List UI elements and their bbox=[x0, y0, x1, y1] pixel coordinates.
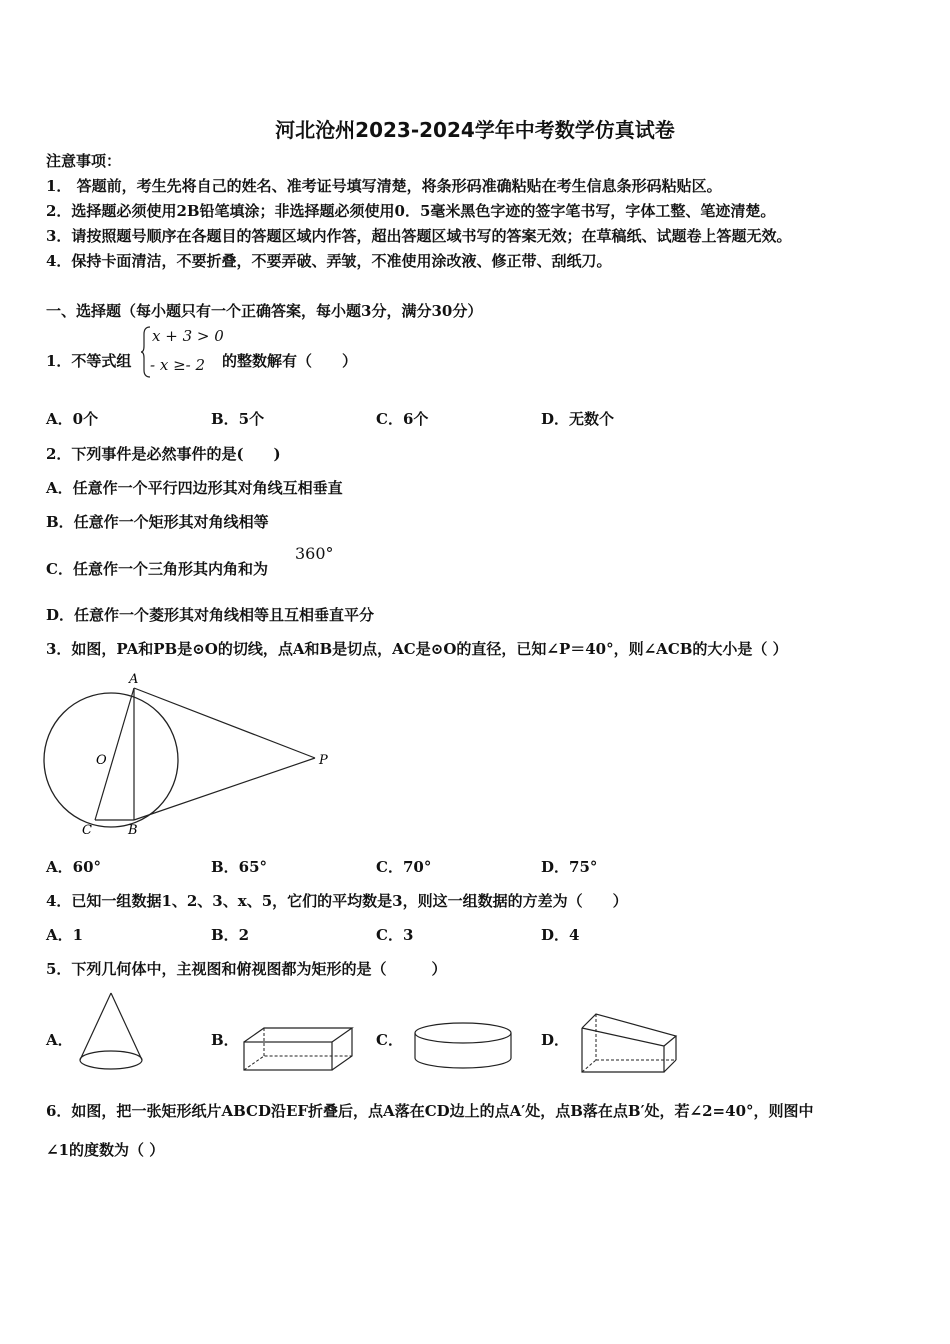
q2-option-c: C．任意作一个三角形其内角和为 bbox=[46, 560, 268, 578]
q1-suffix: 的整数解有（ ） bbox=[222, 352, 358, 370]
q4-option-a: A．1 bbox=[46, 926, 84, 944]
notice-item: 4．保持卡面清洁，不要折叠，不要弄破、弄皱，不准使用涂改液、修正带、刮纸刀。 bbox=[46, 252, 612, 270]
q2-option-d: D．任意作一个菱形其对角线相等且互相垂直平分 bbox=[46, 606, 375, 624]
fig-label-o: O bbox=[96, 753, 107, 768]
cuboid-icon bbox=[240, 1024, 358, 1074]
q5-stem: 5．下列几何体中，主视图和俯视图都为矩形的是（ ） bbox=[46, 960, 447, 978]
q6-stem-line-1: 6．如图，把一张矩形纸片ABCD沿EF折叠后，点A落在CD边上的点A′处，点B落在点B′处，若∠2=40°，则图中 bbox=[46, 1102, 814, 1120]
q5-option-d: D． bbox=[541, 1031, 570, 1049]
q4-option-c: C．3 bbox=[376, 926, 414, 944]
q5-option-c: C． bbox=[376, 1031, 403, 1049]
q1-option-d: D．无数个 bbox=[541, 410, 615, 428]
q3-stem: 3．如图，PA和PB是⊙O的切线，点A和B是切点，AC是⊙O的直径，已知∠P＝40°，则∠ACB的大小是（ ） bbox=[46, 640, 788, 658]
q1-option-b: B．5个 bbox=[211, 410, 265, 428]
q2-c-math: 360° bbox=[295, 544, 334, 563]
fig-label-a: A bbox=[129, 672, 139, 687]
q6-stem-line-2: ∠1的度数为（ ） bbox=[46, 1141, 165, 1159]
q3-option-c: C．70° bbox=[376, 858, 432, 876]
cone-icon bbox=[76, 990, 148, 1074]
fig-label-p: P bbox=[319, 753, 328, 768]
q2-stem: 2．下列事件是必然事件的是( ) bbox=[46, 445, 281, 463]
notice-heading: 注意事项： bbox=[46, 152, 122, 170]
q1-ineq-1: x + 3 > 0 bbox=[152, 327, 224, 345]
wedge-prism-icon bbox=[576, 1010, 680, 1076]
q2-option-a: A．任意作一个平行四边形其对角线互相垂直 bbox=[46, 479, 343, 497]
q1-prefix: 1．不等式组 bbox=[46, 352, 132, 370]
q1-ineq-2: - x ≥- 2 bbox=[150, 356, 206, 374]
q1-option-a: A．0个 bbox=[46, 410, 99, 428]
q3-tangent-figure bbox=[40, 668, 340, 843]
fig-label-c: C bbox=[82, 823, 92, 838]
q3-option-d: D．75° bbox=[541, 858, 598, 876]
q5-option-a: A． bbox=[46, 1031, 73, 1049]
cylinder-icon bbox=[410, 1020, 516, 1072]
section-heading: 一、选择题（每小题只有一个正确答案，每小题3分，满分30分） bbox=[46, 302, 483, 320]
q4-stem: 4．已知一组数据1、2、3、x、5，它们的平均数是3，则这一组数据的方差为（ ） bbox=[46, 892, 628, 910]
q3-option-a: A．60° bbox=[46, 858, 102, 876]
page-title: 河北沧州2023-2024学年中考数学仿真试卷 bbox=[275, 118, 675, 142]
q3-option-b: B．65° bbox=[211, 858, 268, 876]
notice-item: 3．请按照题号顺序在各题目的答题区域内作答，超出答题区域书写的答案无效；在草稿纸、试题卷上答题无效。 bbox=[46, 227, 792, 245]
notice-item: 1． 答题前，考生先将自己的姓名、准考证号填写清楚，将条形码准确粘贴在考生信息条形码粘贴区。 bbox=[46, 177, 722, 195]
q4-option-b: B．2 bbox=[211, 926, 250, 944]
notice-item: 2．选择题必须使用2B铅笔填涂；非选择题必须使用0．5毫米黑色字迹的签字笔书写，字体工整、笔迹清楚。 bbox=[46, 202, 776, 220]
q4-option-d: D．4 bbox=[541, 926, 580, 944]
q5-option-b: B． bbox=[211, 1031, 239, 1049]
q1-option-c: C．6个 bbox=[376, 410, 429, 428]
fig-label-b: B bbox=[128, 823, 138, 838]
q2-option-b: B．任意作一个矩形其对角线相等 bbox=[46, 513, 269, 531]
